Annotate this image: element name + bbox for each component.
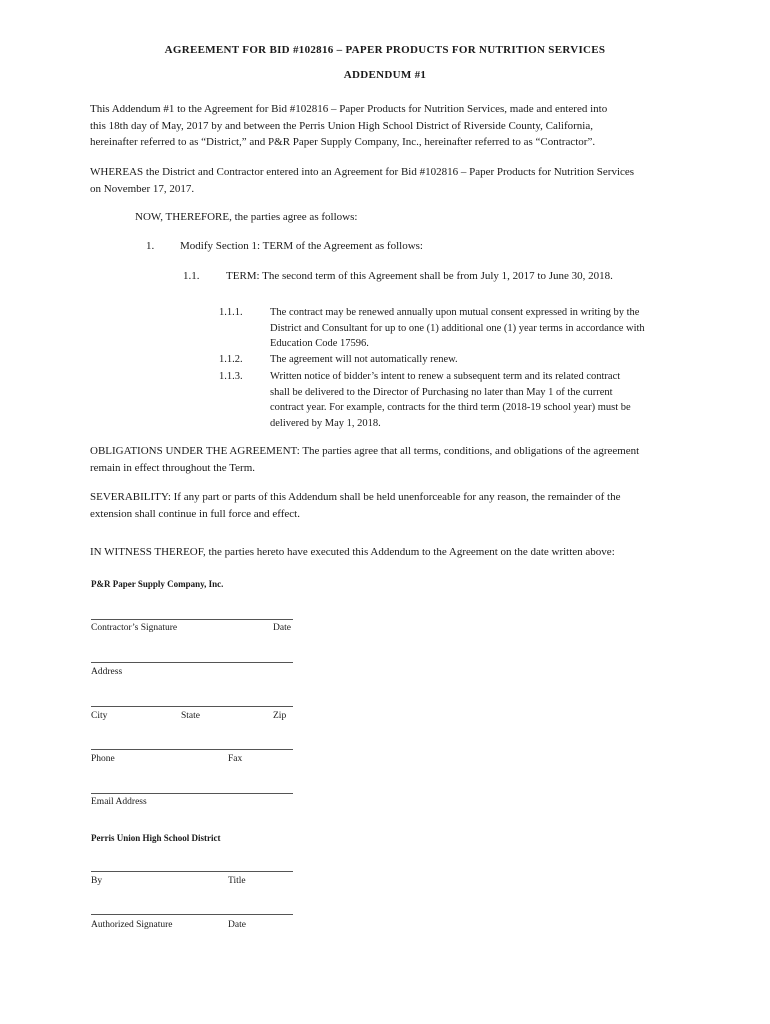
intro-line: hereinafter referred to as “District,” and P&R Paper Supply Company, Inc., hereinafter referred to as “Contractor”. xyxy=(90,136,596,148)
item-1-1-3-text xyxy=(270,369,631,431)
phone-label: Phone xyxy=(91,754,115,764)
city-state-zip-line[interactable] xyxy=(91,706,293,707)
item-line: shall be delivered to the Director of Purchasing no later than May 1 of the current xyxy=(270,386,613,398)
obligations-paragraph xyxy=(90,443,690,476)
item-1-text: Modify Section 1: TERM of the Agreement as follows: xyxy=(180,240,423,252)
city-label: City xyxy=(91,711,108,721)
whereas-line: on November 17, 2017. xyxy=(90,182,195,195)
address-line[interactable] xyxy=(91,662,293,663)
district-signature-line[interactable] xyxy=(91,914,293,915)
district-name: Perris Union High School District xyxy=(91,833,221,843)
zip-label: Zip xyxy=(273,711,287,721)
now-therefore: NOW, THEREFORE, the parties agree as follows: xyxy=(135,211,358,223)
contractor-signature-label: Contractor’s Signature xyxy=(91,623,178,633)
contractor-signature-line[interactable] xyxy=(91,619,293,620)
item-1-1-text: TERM: The second term of this Agreement shall be from July 1, 2017 to June 30, 2018. xyxy=(226,270,613,282)
by-label: By xyxy=(91,876,103,886)
document-title: AGREEMENT FOR BID #102816 – PAPER PRODUCTS FOR NUTRITION SERVICES xyxy=(164,44,606,56)
item-1-1-2-text: The agreement will not automatically renew. xyxy=(270,354,458,365)
item-1-1-2-number: 1.1.2. xyxy=(219,354,243,365)
state-label: State xyxy=(181,711,200,721)
authorized-signature-label: Authorized Signature xyxy=(91,920,173,930)
severability-paragraph xyxy=(90,489,690,522)
intro-paragraph xyxy=(90,101,690,151)
obligations-line: OBLIGATIONS UNDER THE AGREEMENT: The parties agree that all terms, conditions, and obligations of the agreement xyxy=(90,445,640,457)
item-1-1-1-text xyxy=(270,305,645,352)
email-line[interactable] xyxy=(91,793,293,794)
severability-line: SEVERABILITY: If any part or parts of this Addendum shall be held unenforceable for any reason, the remainder of the xyxy=(90,491,621,503)
intro-line: this 18th day of May, 2017 by and between the Perris Union High School District of Riverside County, California, xyxy=(90,119,593,132)
item-line: The contract may be renewed annually upon mutual consent expressed in writing by the xyxy=(270,307,640,318)
whereas-line: WHEREAS the District and Contractor entered into an Agreement for Bid #102816 – Paper Products for Nutrition Services xyxy=(90,166,635,178)
item-1-1-3-number: 1.1.3. xyxy=(219,371,243,382)
witness-statement: IN WITNESS THEREOF, the parties hereto have executed this Addendum to the Agreement on the date written above: xyxy=(90,546,615,558)
item-1-1-number: 1.1. xyxy=(183,270,200,282)
whereas-paragraph xyxy=(90,164,690,197)
address-label: Address xyxy=(91,667,123,677)
phone-fax-line[interactable] xyxy=(91,749,293,750)
contractor-date-label: Date xyxy=(273,623,291,633)
item-1-1-1-number: 1.1.1. xyxy=(219,307,243,318)
item-line: Education Code 17596. xyxy=(270,338,369,349)
contractor-name: P&R Paper Supply Company, Inc. xyxy=(91,579,224,589)
district-by-line[interactable] xyxy=(91,871,293,872)
item-line: delivered by May 1, 2018. xyxy=(270,417,381,429)
item-1-number: 1. xyxy=(146,240,155,252)
intro-line: This Addendum #1 to the Agreement for Bid #102816 – Paper Products for Nutrition Services, made and entered into xyxy=(90,103,608,115)
email-label: Email Address xyxy=(91,797,147,807)
fax-label: Fax xyxy=(228,754,243,764)
title-label: Title xyxy=(228,876,246,886)
item-line: contract year. For example, contracts for the third term (2018-19 school year) must be xyxy=(270,402,631,413)
severability-line: extension shall continue in full force and effect. xyxy=(90,507,300,520)
document-subtitle: ADDENDUM #1 xyxy=(343,69,427,81)
obligations-line: remain in effect throughout the Term. xyxy=(90,461,255,474)
district-date-label: Date xyxy=(228,920,246,930)
item-line: Written notice of bidder’s intent to renew a subsequent term and its related contract xyxy=(270,371,621,382)
item-line: District and Consultant for up to one (1) additional one (1) year terms in accordance with xyxy=(270,322,645,334)
